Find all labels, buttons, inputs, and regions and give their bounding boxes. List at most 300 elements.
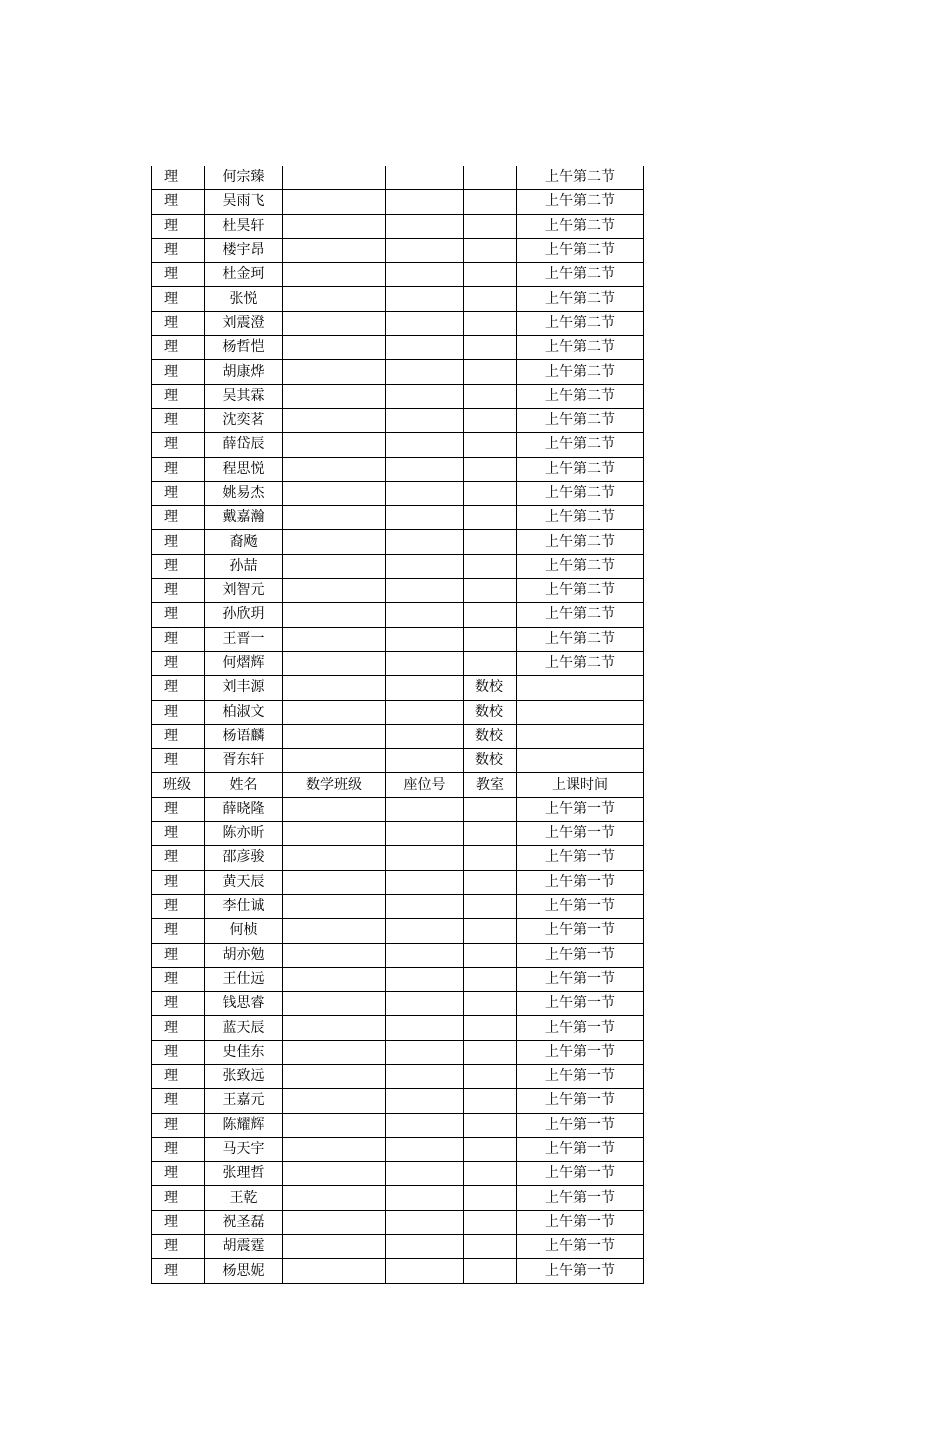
- name-cell: 马天宇: [205, 1137, 283, 1161]
- room-cell: [464, 530, 517, 554]
- time-cell: 上午第二节: [517, 336, 644, 360]
- time-cell: 上午第一节: [517, 1040, 644, 1064]
- room-cell: [464, 166, 517, 190]
- table-row: [152, 530, 644, 554]
- table-row: [152, 749, 644, 773]
- seat-cell: [386, 238, 464, 262]
- class-cell: 理: [152, 992, 205, 1016]
- class-cell: 理: [152, 1162, 205, 1186]
- room-cell: [464, 651, 517, 675]
- class-cell: 理: [152, 749, 205, 773]
- table-row: [152, 1113, 644, 1137]
- table-row: [152, 676, 644, 700]
- seat-cell: [386, 1113, 464, 1137]
- class-cell: 理: [152, 166, 205, 190]
- class-cell: 理: [152, 384, 205, 408]
- seat-cell: [386, 822, 464, 846]
- name-cell: 胡震霆: [205, 1235, 283, 1259]
- name-cell: 史佳东: [205, 1040, 283, 1064]
- name-cell: 何宗臻: [205, 166, 283, 190]
- class-cell: 理: [152, 408, 205, 432]
- math-class-cell: [283, 166, 386, 190]
- seat-cell: [386, 481, 464, 505]
- time-cell: 上午第二节: [517, 408, 644, 432]
- name-cell: 程思悦: [205, 457, 283, 481]
- class-cell: 理: [152, 238, 205, 262]
- table-row: [152, 943, 644, 967]
- seat-cell: [386, 554, 464, 578]
- table-row: [152, 457, 644, 481]
- seat-cell: [386, 846, 464, 870]
- room-cell: [464, 408, 517, 432]
- name-cell: 胥东轩: [205, 749, 283, 773]
- math-class-cell: [283, 676, 386, 700]
- room-cell: [464, 1162, 517, 1186]
- name-cell: 钱思睿: [205, 992, 283, 1016]
- seat-cell: [386, 214, 464, 238]
- name-cell: 沈奕茗: [205, 408, 283, 432]
- math-class-cell: [283, 263, 386, 287]
- time-cell: 上午第一节: [517, 1089, 644, 1113]
- time-cell: 上午第二节: [517, 311, 644, 335]
- room-cell: 数校: [464, 724, 517, 748]
- time-cell: 上午第一节: [517, 1259, 644, 1283]
- math-class-cell: [283, 724, 386, 748]
- math-class-cell: [283, 1259, 386, 1283]
- math-class-cell: [283, 311, 386, 335]
- time-cell: 上午第二节: [517, 360, 644, 384]
- table-row: [152, 1040, 644, 1064]
- math-class-cell: [283, 360, 386, 384]
- math-class-cell: [283, 700, 386, 724]
- seat-cell: [386, 263, 464, 287]
- class-cell: 理: [152, 894, 205, 918]
- class-cell: 理: [152, 1137, 205, 1161]
- class-cell: 理: [152, 870, 205, 894]
- name-cell: 刘丰源: [205, 676, 283, 700]
- name-cell: 祝圣磊: [205, 1210, 283, 1234]
- math-class-cell: [283, 1040, 386, 1064]
- class-cell: 理: [152, 263, 205, 287]
- room-cell: [464, 1235, 517, 1259]
- class-cell: 理: [152, 1210, 205, 1234]
- math-class-cell: [283, 1016, 386, 1040]
- class-cell: 理: [152, 846, 205, 870]
- table-row: [152, 1137, 644, 1161]
- time-cell: 上午第一节: [517, 797, 644, 821]
- class-cell: 理: [152, 1089, 205, 1113]
- class-cell: 理: [152, 336, 205, 360]
- seat-cell: [386, 749, 464, 773]
- class-cell: 理: [152, 822, 205, 846]
- time-cell: 上午第一节: [517, 894, 644, 918]
- table-row: [152, 311, 644, 335]
- time-cell: 上午第一节: [517, 1210, 644, 1234]
- name-cell: 李仕诚: [205, 894, 283, 918]
- table-row: [152, 603, 644, 627]
- math-class-cell: [283, 287, 386, 311]
- time-cell: 上午第一节: [517, 919, 644, 943]
- time-cell: 上午第二节: [517, 651, 644, 675]
- table-row: [152, 1162, 644, 1186]
- class-cell: 理: [152, 457, 205, 481]
- time-cell: 上午第二节: [517, 238, 644, 262]
- name-cell: 王晋一: [205, 627, 283, 651]
- table-row: [152, 1016, 644, 1040]
- seat-cell: [386, 360, 464, 384]
- class-cell: 理: [152, 676, 205, 700]
- header-time: 上课时间: [517, 773, 644, 797]
- table-row: [152, 919, 644, 943]
- math-class-cell: [283, 1186, 386, 1210]
- room-cell: [464, 311, 517, 335]
- class-cell: 理: [152, 1040, 205, 1064]
- table-row: [152, 190, 644, 214]
- time-cell: 上午第二节: [517, 384, 644, 408]
- room-cell: [464, 287, 517, 311]
- time-cell: 上午第二节: [517, 287, 644, 311]
- room-cell: [464, 992, 517, 1016]
- room-cell: [464, 797, 517, 821]
- math-class-cell: [283, 797, 386, 821]
- name-cell: 杨思妮: [205, 1259, 283, 1283]
- room-cell: [464, 846, 517, 870]
- table-row: [152, 651, 644, 675]
- name-cell: 张致远: [205, 1064, 283, 1088]
- seat-cell: [386, 311, 464, 335]
- name-cell: 蓝天辰: [205, 1016, 283, 1040]
- room-cell: [464, 870, 517, 894]
- seat-cell: [386, 894, 464, 918]
- class-cell: 理: [152, 967, 205, 991]
- roster-table: [151, 166, 644, 1284]
- name-cell: 裔飏: [205, 530, 283, 554]
- table-row: [152, 1186, 644, 1210]
- class-cell: 理: [152, 481, 205, 505]
- header-name: 姓名: [205, 773, 283, 797]
- room-cell: [464, 336, 517, 360]
- math-class-cell: [283, 336, 386, 360]
- header-room: 教室: [464, 773, 517, 797]
- class-cell: 理: [152, 433, 205, 457]
- math-class-cell: [283, 992, 386, 1016]
- table-row: [152, 384, 644, 408]
- time-cell: 上午第一节: [517, 1235, 644, 1259]
- name-cell: 何熠辉: [205, 651, 283, 675]
- class-cell: 理: [152, 311, 205, 335]
- class-cell: 理: [152, 1186, 205, 1210]
- seat-cell: [386, 408, 464, 432]
- seat-cell: [386, 384, 464, 408]
- seat-cell: [386, 457, 464, 481]
- math-class-cell: [283, 530, 386, 554]
- time-cell: [517, 700, 644, 724]
- math-class-cell: [283, 870, 386, 894]
- seat-cell: [386, 287, 464, 311]
- class-cell: 理: [152, 651, 205, 675]
- class-cell: 理: [152, 797, 205, 821]
- room-cell: 数校: [464, 749, 517, 773]
- time-cell: 上午第一节: [517, 870, 644, 894]
- name-cell: 黄天辰: [205, 870, 283, 894]
- room-cell: [464, 1064, 517, 1088]
- class-cell: 理: [152, 214, 205, 238]
- room-cell: [464, 894, 517, 918]
- name-cell: 陈耀辉: [205, 1113, 283, 1137]
- room-cell: [464, 238, 517, 262]
- math-class-cell: [283, 919, 386, 943]
- time-cell: 上午第二节: [517, 214, 644, 238]
- seat-cell: [386, 919, 464, 943]
- time-cell: 上午第二节: [517, 554, 644, 578]
- name-cell: 何桢: [205, 919, 283, 943]
- seat-cell: [386, 506, 464, 530]
- time-cell: 上午第一节: [517, 992, 644, 1016]
- time-cell: [517, 749, 644, 773]
- math-class-cell: [283, 214, 386, 238]
- math-class-cell: [283, 894, 386, 918]
- class-cell: 理: [152, 943, 205, 967]
- math-class-cell: [283, 627, 386, 651]
- room-cell: [464, 263, 517, 287]
- table-row: [152, 554, 644, 578]
- seat-cell: [386, 336, 464, 360]
- room-cell: [464, 1040, 517, 1064]
- time-cell: 上午第一节: [517, 846, 644, 870]
- seat-cell: [386, 992, 464, 1016]
- math-class-cell: [283, 554, 386, 578]
- time-cell: 上午第二节: [517, 603, 644, 627]
- name-cell: 杜金珂: [205, 263, 283, 287]
- math-class-cell: [283, 749, 386, 773]
- table-row: [152, 263, 644, 287]
- table-row: [152, 214, 644, 238]
- class-cell: 理: [152, 724, 205, 748]
- table-row: [152, 1235, 644, 1259]
- time-cell: 上午第二节: [517, 579, 644, 603]
- table-row: [152, 287, 644, 311]
- name-cell: 杨语麟: [205, 724, 283, 748]
- name-cell: 吴其霖: [205, 384, 283, 408]
- room-cell: [464, 967, 517, 991]
- time-cell: 上午第二节: [517, 627, 644, 651]
- name-cell: 杨哲恺: [205, 336, 283, 360]
- name-cell: 胡亦勉: [205, 943, 283, 967]
- table-row: [152, 894, 644, 918]
- table-row: [152, 724, 644, 748]
- class-cell: 理: [152, 1113, 205, 1137]
- room-cell: [464, 214, 517, 238]
- name-cell: 陈亦昕: [205, 822, 283, 846]
- room-cell: [464, 822, 517, 846]
- room-cell: [464, 360, 517, 384]
- seat-cell: [386, 943, 464, 967]
- room-cell: [464, 919, 517, 943]
- name-cell: 刘智元: [205, 579, 283, 603]
- class-cell: 理: [152, 700, 205, 724]
- math-class-cell: [283, 1162, 386, 1186]
- math-class-cell: [283, 603, 386, 627]
- seat-cell: [386, 166, 464, 190]
- seat-cell: [386, 1040, 464, 1064]
- table-row: [152, 1210, 644, 1234]
- time-cell: 上午第二节: [517, 166, 644, 190]
- name-cell: 楼宇昂: [205, 238, 283, 262]
- seat-cell: [386, 676, 464, 700]
- room-cell: [464, 1089, 517, 1113]
- room-cell: [464, 190, 517, 214]
- math-class-cell: [283, 967, 386, 991]
- room-cell: [464, 1137, 517, 1161]
- time-cell: 上午第一节: [517, 1016, 644, 1040]
- class-cell: 理: [152, 919, 205, 943]
- math-class-cell: [283, 1089, 386, 1113]
- room-cell: [464, 1210, 517, 1234]
- room-cell: [464, 506, 517, 530]
- seat-cell: [386, 724, 464, 748]
- math-class-cell: [283, 846, 386, 870]
- seat-cell: [386, 1186, 464, 1210]
- math-class-cell: [283, 506, 386, 530]
- time-cell: 上午第一节: [517, 1137, 644, 1161]
- name-cell: 邵彦骏: [205, 846, 283, 870]
- name-cell: 王嘉元: [205, 1089, 283, 1113]
- room-cell: [464, 1259, 517, 1283]
- time-cell: 上午第一节: [517, 1186, 644, 1210]
- class-cell: 理: [152, 1259, 205, 1283]
- name-cell: 姚易杰: [205, 481, 283, 505]
- table-row: [152, 481, 644, 505]
- seat-cell: [386, 870, 464, 894]
- seat-cell: [386, 1137, 464, 1161]
- name-cell: 张理哲: [205, 1162, 283, 1186]
- seat-cell: [386, 967, 464, 991]
- math-class-cell: [283, 579, 386, 603]
- table-row: [152, 433, 644, 457]
- seat-cell: [386, 190, 464, 214]
- seat-cell: [386, 433, 464, 457]
- seat-cell: [386, 1089, 464, 1113]
- header-row: [152, 773, 644, 797]
- time-cell: 上午第二节: [517, 530, 644, 554]
- room-cell: [464, 457, 517, 481]
- time-cell: 上午第二节: [517, 433, 644, 457]
- table-row: [152, 1064, 644, 1088]
- class-cell: 理: [152, 579, 205, 603]
- name-cell: 薛岱辰: [205, 433, 283, 457]
- name-cell: 薛晓隆: [205, 797, 283, 821]
- seat-cell: [386, 1235, 464, 1259]
- room-cell: [464, 579, 517, 603]
- time-cell: 上午第一节: [517, 822, 644, 846]
- table-row: [152, 797, 644, 821]
- seat-cell: [386, 603, 464, 627]
- table-row: [152, 166, 644, 190]
- seat-cell: [386, 530, 464, 554]
- math-class-cell: [283, 433, 386, 457]
- class-cell: 理: [152, 530, 205, 554]
- class-cell: 理: [152, 287, 205, 311]
- table-row: [152, 870, 644, 894]
- time-cell: 上午第二节: [517, 481, 644, 505]
- class-cell: 理: [152, 1016, 205, 1040]
- class-cell: 理: [152, 360, 205, 384]
- name-cell: 柏淑文: [205, 700, 283, 724]
- table-row: [152, 967, 644, 991]
- name-cell: 王乾: [205, 1186, 283, 1210]
- time-cell: [517, 676, 644, 700]
- table-row: [152, 579, 644, 603]
- table-row: [152, 336, 644, 360]
- time-cell: [517, 724, 644, 748]
- table-row: [152, 360, 644, 384]
- time-cell: 上午第二节: [517, 457, 644, 481]
- seat-cell: [386, 651, 464, 675]
- room-cell: [464, 384, 517, 408]
- room-cell: [464, 1113, 517, 1137]
- seat-cell: [386, 627, 464, 651]
- name-cell: 杜昊轩: [205, 214, 283, 238]
- table-row: [152, 700, 644, 724]
- room-cell: [464, 603, 517, 627]
- math-class-cell: [283, 457, 386, 481]
- room-cell: [464, 554, 517, 578]
- math-class-cell: [283, 1210, 386, 1234]
- header-class: 班级: [152, 773, 205, 797]
- room-cell: [464, 433, 517, 457]
- seat-cell: [386, 1259, 464, 1283]
- time-cell: 上午第一节: [517, 1162, 644, 1186]
- time-cell: 上午第一节: [517, 1113, 644, 1137]
- roster-table-body: [152, 166, 644, 1283]
- name-cell: 孙喆: [205, 554, 283, 578]
- table-row: [152, 506, 644, 530]
- name-cell: 孙欣玥: [205, 603, 283, 627]
- room-cell: [464, 1016, 517, 1040]
- class-cell: 理: [152, 1064, 205, 1088]
- table-row: [152, 627, 644, 651]
- table-row: [152, 238, 644, 262]
- math-class-cell: [283, 190, 386, 214]
- class-cell: 理: [152, 627, 205, 651]
- class-cell: 理: [152, 1235, 205, 1259]
- time-cell: 上午第一节: [517, 967, 644, 991]
- math-class-cell: [283, 1113, 386, 1137]
- time-cell: 上午第二节: [517, 263, 644, 287]
- seat-cell: [386, 1016, 464, 1040]
- name-cell: 戴嘉瀚: [205, 506, 283, 530]
- name-cell: 胡康烨: [205, 360, 283, 384]
- time-cell: 上午第一节: [517, 943, 644, 967]
- class-cell: 理: [152, 603, 205, 627]
- math-class-cell: [283, 822, 386, 846]
- math-class-cell: [283, 238, 386, 262]
- header-seat: 座位号: [386, 773, 464, 797]
- class-cell: 理: [152, 554, 205, 578]
- seat-cell: [386, 797, 464, 821]
- seat-cell: [386, 1162, 464, 1186]
- class-cell: 理: [152, 506, 205, 530]
- room-cell: [464, 627, 517, 651]
- table-row: [152, 1089, 644, 1113]
- name-cell: 刘震澄: [205, 311, 283, 335]
- math-class-cell: [283, 1235, 386, 1259]
- time-cell: 上午第二节: [517, 190, 644, 214]
- math-class-cell: [283, 1064, 386, 1088]
- room-cell: 数校: [464, 700, 517, 724]
- math-class-cell: [283, 481, 386, 505]
- time-cell: 上午第二节: [517, 506, 644, 530]
